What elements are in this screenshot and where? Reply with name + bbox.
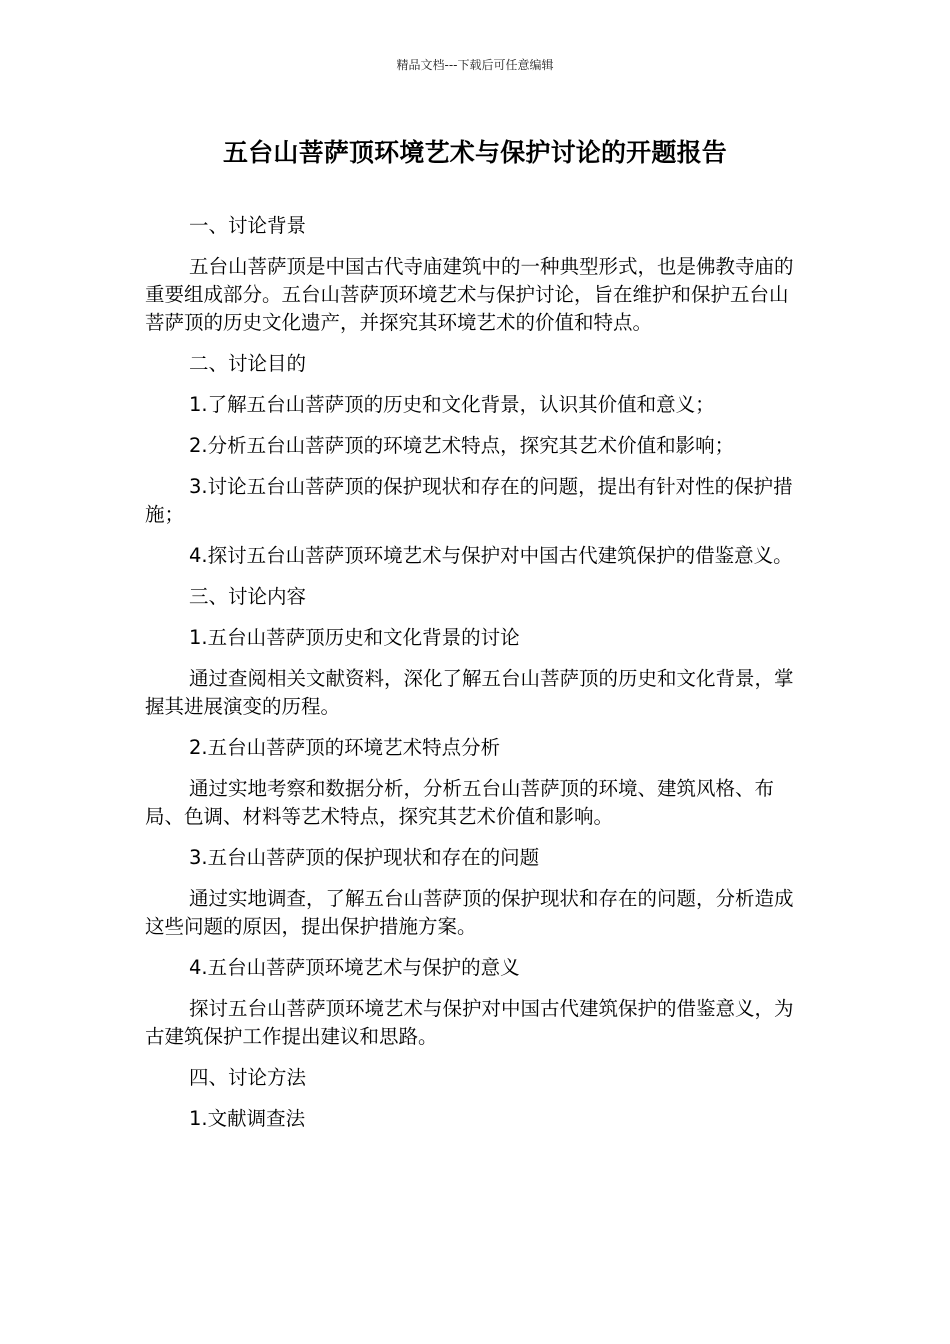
content-paragraph-2: 通过实地考察和数据分析，分析五台山菩萨顶的环境、建筑风格、布局、色调、材料等艺术特点，探究其艺术价值和影响。 [145,777,775,828]
content-paragraph-1: 通过查阅相关文献资料，深化了解五台山菩萨顶的历史和文化背景，掌握其进展演变的历程。 [145,667,794,718]
purpose-item-3: 3.讨论五台山菩萨顶的保护现状和存在的问题，提出有针对性的保护措施； [145,475,793,526]
document-title: 五台山菩萨顶环境艺术与保护讨论的开题报告 [222,138,727,167]
methods-item-1: 1.文献调查法 [189,1107,306,1130]
content-subheading-1: 1.五台山菩萨顶历史和文化背景的讨论 [189,626,520,649]
content-subheading-2: 2.五台山菩萨顶的环境艺术特点分析 [189,736,501,759]
paragraph-background: 五台山菩萨顶是中国古代寺庙建筑中的一种典型形式，也是佛教寺庙的重要组成部分。五台山菩萨顶环境艺术与保护讨论，旨在维护和保护五台山菩萨顶的历史文化遗产，并探究其环境艺术的价值和特点。 [145,255,794,334]
content-paragraph-4: 探讨五台山菩萨顶环境艺术与保护对中国古代建筑保护的借鉴意义，为古建筑保护工作提出建议和思路。 [145,997,794,1048]
content-subheading-4: 4.五台山菩萨顶环境艺术与保护的意义 [189,956,520,979]
section-heading-purpose: 二、讨论目的 [189,352,307,375]
document-body [145,212,805,1146]
page-header: 精品文档---下载后可任意编辑 [396,58,554,72]
purpose-item-1: 1.了解五台山菩萨顶的历史和文化背景，认识其价值和意义； [189,393,715,416]
section-heading-background: 一、讨论背景 [189,214,307,237]
purpose-item-2: 2.分析五台山菩萨顶的环境艺术特点，探究其艺术价值和影响； [189,434,735,457]
purpose-item-4: 4.探讨五台山菩萨顶环境艺术与保护对中国古代建筑保护的借鉴意义。 [189,544,793,567]
content-subheading-3: 3.五台山菩萨顶的保护现状和存在的问题 [189,846,540,869]
content-paragraph-3: 通过实地调查，了解五台山菩萨顶的保护现状和存在的问题，分析造成这些问题的原因，提出保护措施方案。 [145,887,794,938]
section-heading-content: 三、讨论内容 [189,585,307,608]
section-heading-methods: 四、讨论方法 [189,1066,307,1089]
